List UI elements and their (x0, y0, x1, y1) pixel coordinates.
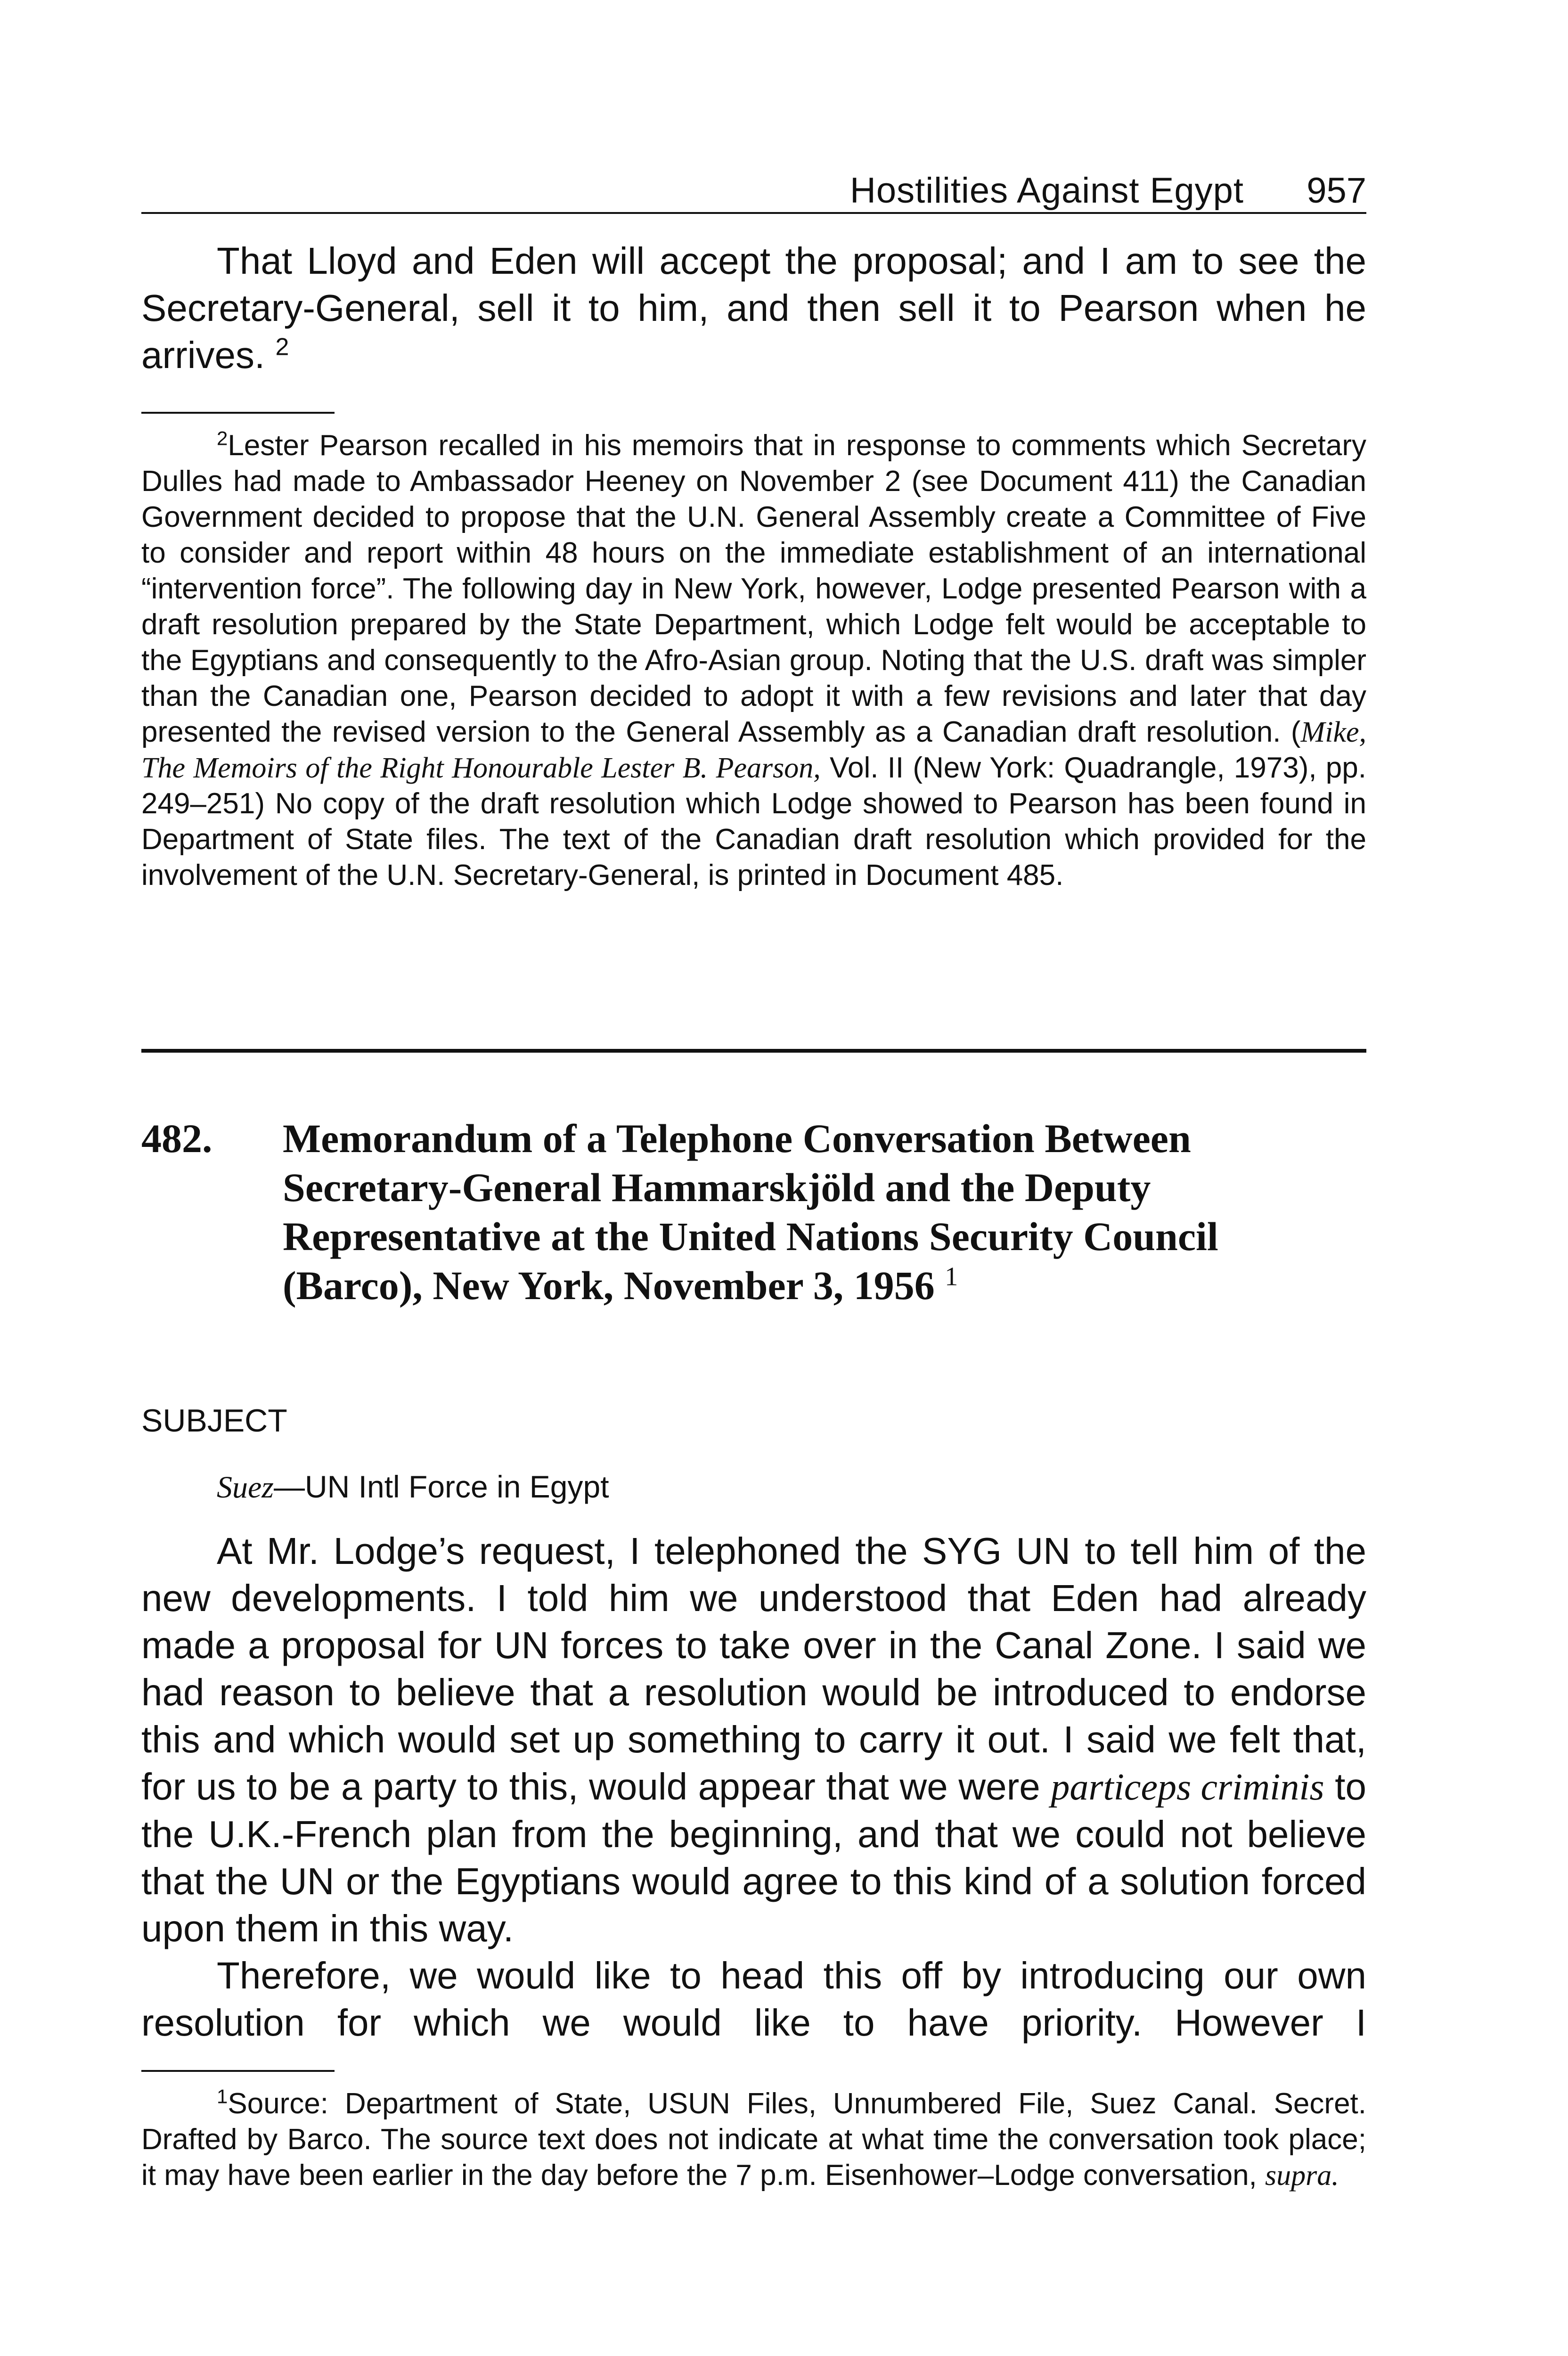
section-divider (141, 1049, 1366, 1053)
body-paragraph-2: Therefore, we would like to head this off by introducing our own resolution for which we would like to have priority. However I (141, 1955, 1366, 2044)
page-number: 957 (1307, 171, 1366, 211)
footnote-2-text-part1: Lester Pearson recalled in his memoirs that in response to comments which Secretary Dulles had made to Ambassador Heeney on November 2 (see Document 411) the Canadian Government decided to propose that the U.N. General Assembly create a Committee of Five to consider and report within 48 hours on the immediate establishment of an international “intervention force”. The following day in New York, however, Lodge presented Pearson with a draft resolution prepared by the State Department, which Lodge felt would be acceptable to the Egyptians and consequently to the Afro-Asian group. Noting that the U.S. draft was simpler than the Canadian one, Pearson decided to adopt it with a few revisions and later that day presented the revised version to the General Assembly as a Canadian draft resolution. ( (141, 429, 1366, 748)
opening-paragraph (141, 237, 1366, 379)
footnote-2-marker: 2 (217, 427, 228, 450)
subject-italic: Suez (217, 1470, 274, 1505)
footnote-2-text-part2: Vol. II (New York: Quadrangle, 1973), pp. 249–251) No copy of the draft resolution which Lodge showed to Pearson has been found in Department of State files. The text of the Canadian draft resolution which provided for the involvement of the U.N. Secretary-General, is printed in Document 485. (141, 752, 1366, 892)
footnote-divider (141, 412, 335, 414)
footnote-divider-2 (141, 2070, 335, 2072)
running-header (141, 170, 1366, 214)
opening-paragraph-text: That Lloyd and Eden will accept the proposal; and I am to see the Secretary-General, sell it to him, and then sell it to Pearson when he arrives. (141, 240, 1366, 376)
footnote-1-italic: supra. (1265, 2160, 1339, 2192)
subject-line (141, 1465, 1366, 1509)
subject-rest: —UN Intl Force in Egypt (273, 1469, 609, 1504)
document-title: Memorandum of a Telephone Conversation Between Secretary-General Hammarskjöld and the Deputy Representative at the United Nations Security Council (Barco), New York, November 3, 1956 (283, 1116, 1218, 1308)
document-heading (141, 1114, 1366, 1310)
body-paragraph-1-part2: to the U.K.-French plan from the beginning, and that we could not believe that the UN or the Egyptians would agree to this kind of a solution forced upon them in this way. (141, 1766, 1367, 1949)
footnote-1 (141, 2086, 1366, 2193)
footnote-1-marker: 1 (217, 2085, 228, 2108)
footnote-1-text: Source: Department of State, USUN Files, Unnumbered File, Suez Canal. Secret. Drafted by Barco. The source text does not indicate at what time the conversation took place; it may have been earlier in the day before the 7 p.m. Eisenhower–Lodge conversation, (141, 2087, 1366, 2192)
footnote-ref-2: 2 (275, 333, 289, 361)
body-paragraph-1-italic: particeps criminis (1051, 1767, 1324, 1808)
document-page (141, 170, 1366, 2193)
subject-label: SUBJECT (141, 1403, 287, 1439)
document-number: 482. (141, 1116, 212, 1161)
header-title: Hostilities Against Egypt (849, 171, 1244, 211)
footnote-ref-1: 1 (945, 1262, 958, 1292)
footnote-2-book-title: Mike, The Memoirs of the Right Honourable Lester B. Pearson, (141, 716, 1366, 784)
body-paragraph-1-part1: At Mr. Lodge’s request, I telephoned the SYG UN to tell him of the new developments. I told him we understood that Eden had already made a proposal for UN forces to take over in the Canal Zone. I said we had reason to believe that a resolution would be introduced to endorse this and which would set up something to carry it out. I said we felt that, for us to be a party to this, would appear that we were (141, 1530, 1366, 1808)
footnote-2 (141, 428, 1366, 893)
body-paragraph-1 (141, 1528, 1366, 1952)
